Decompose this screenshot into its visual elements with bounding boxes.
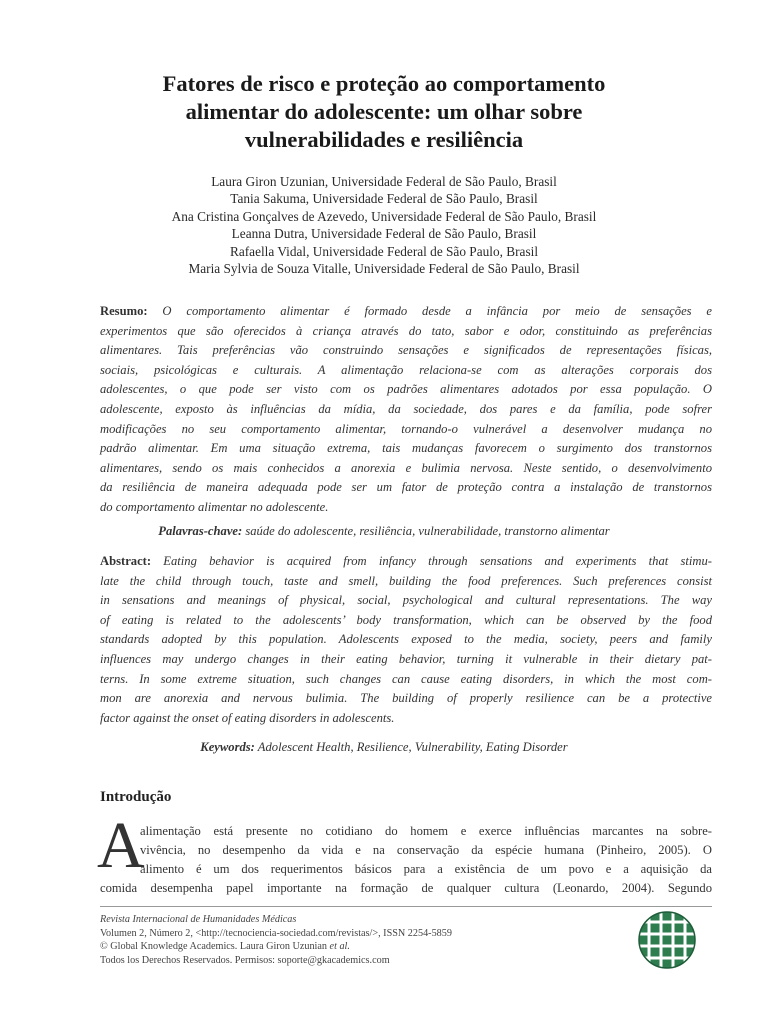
keywords-label: Keywords: [200, 740, 255, 754]
author-line: Leanna Dutra, Universidade Federal de São Paulo, Brasil [231, 226, 537, 242]
resumo-line: experimentos que são oferecidos à criança através do tato, sabor e odor, constituindo as preferências [100, 323, 712, 338]
author-line: Laura Giron Uzunian, Universidade Federal de São Paulo, Brasil [211, 174, 557, 189]
author-line: Maria Sylvia de Souza Vitalle, Universidade Federal de São Paulo, Brasil [188, 261, 580, 277]
resumo-line: alimentares. Tais preferências vão construindo sensações e significados de representações físicas, [100, 343, 712, 358]
copyright-line [100, 940, 452, 954]
abstract-paragraph [100, 552, 712, 728]
resumo-line: adolescentes, o que pode ser visto com os padrões alimentares adotados por essa população. O [100, 382, 712, 397]
resumo-label: Resumo: [100, 304, 148, 318]
resumo-line: padrão alimentar. Em uma situação extrema, tais mudanças favorecem o surgimento dos transtornos [100, 441, 712, 456]
copyright-text: © Global Knowledge Academics. Laura Giron Uzunian [100, 941, 330, 952]
abstract-label: Abstract: [100, 554, 152, 568]
resumo-line: sociais, psicológicas e culturais. A alimentação relaciona-se com as alterações corporais dos [100, 362, 712, 377]
author-line: Ana Cristina Gonçalves de Azevedo, Universidade Federal de São Paulo, Brasil [171, 208, 597, 224]
resumo-line: da resiliência de maneira adequada pode ser um fator de proteção contra a instalação de transtornos [100, 480, 712, 495]
intro-line: comida desempenha papel importante na formação de qualquer cultura (Leonardo, 2004). Segundo [100, 881, 712, 895]
intro-line: alimentação está presente no cotidiano do homem e exerce influências marcantes na sobre- [140, 824, 712, 838]
title-line: alimentar do adolescente: um olhar sobre [185, 99, 583, 124]
author-list [0, 173, 768, 277]
title-line: Fatores de risco e proteção ao comportamento [162, 71, 606, 96]
abstract-line: in sensations and meanings of physical, social, psychological and cultural representations. The way [100, 593, 712, 608]
resumo-line: alimentares, sendo os mais conhecidos a anorexia e bulimia nervosa. Neste sentido, o desenvolvimento [100, 460, 712, 475]
abstract-line: factor against the onset of eating disorders in adolescents. [100, 710, 395, 725]
footer-block [100, 913, 452, 967]
resumo-line: adolescente, exposto às influências da mídia, da sociedade, dos pares e da família, pode sofrer [100, 401, 712, 416]
abstract-line [100, 552, 712, 572]
rights-line: Todos los Derechos Reservados. Permisos: soporte@gkacademics.com [100, 954, 390, 966]
resumo-first-text: O comportamento alimentar é formado desde a infância por meio de sensações e [162, 304, 712, 318]
resumo-line: modificações no seu comportamento alimentar, tornando-o vulnerável a desenvolver mudança no [100, 421, 712, 436]
abstract-line: late the child through touch, taste and smell, building the food preferences. Such preferences consist [100, 573, 712, 588]
palavras-chave-text: saúde do adolescente, resiliência, vulnerabilidade, transtorno alimentar [245, 524, 610, 538]
journal-name: Revista Internacional de Humanidades Médicas [100, 914, 297, 925]
section-heading: Introdução [100, 789, 172, 805]
globe-icon [637, 910, 697, 970]
drop-cap: A [97, 809, 145, 882]
paper-title [0, 70, 768, 154]
copyright-etal: et al. [329, 941, 350, 952]
volume-line: Volumen 2, Número 2, <http://tecnociencia-sociedad.com/revistas/>, ISSN 2254-5859 [100, 927, 452, 939]
keywords [0, 740, 768, 755]
intro-line: alimento é um dos requerimentos básicos para a existência de um povo e a aquisição da [140, 862, 712, 876]
abstract-line: influences may undergo changes in their eating behavior, turning it vulnerable in their dietary pat- [100, 651, 712, 666]
abstract-first-text: Eating behavior is acquired from infancy through sensations and experiments that stimu- [163, 554, 712, 568]
resumo-line: do comportamento alimentar no adolescente. [100, 499, 329, 514]
palavras-chave-label: Palavras-chave: [158, 524, 243, 538]
palavras-chave [0, 524, 768, 539]
abstract-line: standards adopted by this population. Adolescents exposed to the media, society, peers and family [100, 632, 712, 647]
abstract-line: of eating is related to the adolescents’ body transformation, which can be observed by the food [100, 612, 712, 627]
abstract-line: terns. In some extreme situation, such changes can cause eating disorders, in which the most com- [100, 671, 712, 686]
keywords-text: Adolescent Health, Resilience, Vulnerability, Eating Disorder [257, 740, 568, 754]
footer-divider [100, 906, 712, 907]
abstract-line: mon are anorexia and nervous bulimia. The building of properly resilience can be a protective [100, 691, 712, 706]
title-line: vulnerabilidades e resiliência [244, 127, 524, 152]
author-line: Tania Sakuma, Universidade Federal de São Paulo, Brasil [230, 191, 538, 207]
intro-paragraph [100, 822, 712, 898]
resumo-line [100, 302, 712, 322]
author-line: Rafaella Vidal, Universidade Federal de São Paulo, Brasil [229, 243, 539, 259]
resumo-paragraph [100, 302, 712, 518]
intro-line: vivência, no desempenho da vida e na conservação da espécie humana (Pinheiro, 2005). O [140, 843, 712, 857]
